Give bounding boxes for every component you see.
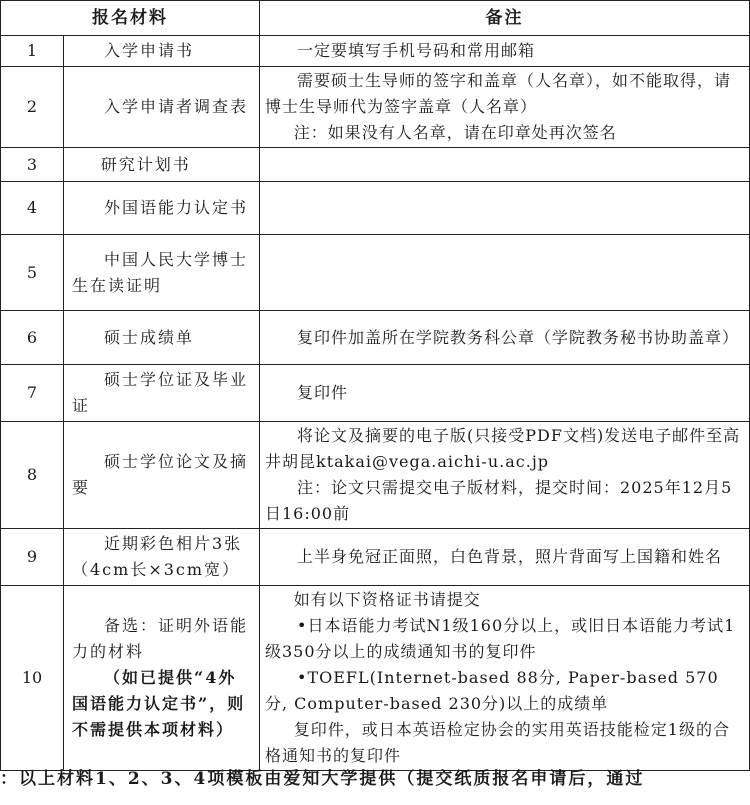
material-notes: 将论文及摘要的电子版(只接受PDF文档)发送电子邮件至高井胡昆ktakai@vega.aichi-u.ac.jp 注：论文只需提交电子版材料，提交时间：2025年12月5日16:00前	[260, 422, 750, 529]
table-row	[1, 67, 750, 148]
table-row	[1, 365, 750, 422]
material-notes	[260, 182, 750, 235]
table-row	[1, 36, 750, 67]
table-row	[1, 235, 750, 311]
material-name: 入学申请书	[64, 36, 260, 67]
row-number: 2	[1, 67, 64, 148]
material-notes: 需要硕士生导师的签字和盖章（人名章），如不能取得，请博士生导师代为签字盖章（人名章） 注：如果没有人名章，请在印章处再次签名	[260, 67, 750, 148]
table-row	[1, 529, 750, 586]
footer-note: ：以上材料1、2、3、4项模板由爱知大学提供（提交纸质报名申请后，通过	[0, 769, 645, 789]
header-notes: 备注	[260, 1, 750, 36]
row-number: 10	[1, 586, 64, 771]
material-name: 备选：证明外语能力的材料 （如已提供“4外国语能力认定书”，则不需提供本项材料）	[64, 586, 260, 771]
material-notes: 复印件加盖所在学院教务科公章（学院教务秘书协助盖章）	[260, 311, 750, 365]
table-row	[1, 182, 750, 235]
material-notes: 复印件	[260, 365, 750, 422]
material-notes: 上半身免冠正面照，白色背景，照片背面写上国籍和姓名	[260, 529, 750, 586]
table-row	[1, 586, 750, 771]
material-notes: 如有以下资格证书请提交 •日本语能力考试N1级160分以上，或旧日本语能力考试1级350分以上的成绩通知书的复印件 •TOEFL(Internet-based 88分, Paper-based 570分, Computer-based 230分)以上的成绩单 复印件，或日本英语检定协会的实用英语技能检定1级的合格通知书的复印件	[260, 586, 750, 771]
material-note-bold: （如已提供“4外国语能力认定书”，则不需提供本项材料）	[72, 668, 246, 739]
table-row	[1, 148, 750, 182]
material-name: 近期彩色相片3张（4cm长×3cm宽）	[64, 529, 260, 586]
material-notes	[260, 235, 750, 311]
material-name: 硕士成绩单	[64, 311, 260, 365]
material-name: 外国语能力认定书	[64, 182, 260, 235]
material-name: 入学申请者调查表	[64, 67, 260, 148]
table-row	[1, 422, 750, 529]
material-notes: 一定要填写手机号码和常用邮箱	[260, 36, 750, 67]
material-name: 研究计划书	[64, 148, 260, 182]
row-number: 5	[1, 235, 64, 311]
row-number: 6	[1, 311, 64, 365]
row-number: 3	[1, 148, 64, 182]
row-number: 9	[1, 529, 64, 586]
material-name: 中国人民大学博士生在读证明	[64, 235, 260, 311]
material-notes	[260, 148, 750, 182]
row-number: 8	[1, 422, 64, 529]
table-row	[1, 311, 750, 365]
material-name: 硕士学位证及毕业证	[64, 365, 260, 422]
header-materials: 报名材料	[1, 1, 260, 36]
material-name: 硕士学位论文及摘要	[64, 422, 260, 529]
table-header-row	[1, 1, 750, 36]
row-number: 4	[1, 182, 64, 235]
row-number: 7	[1, 365, 64, 422]
row-number: 1	[1, 36, 64, 67]
